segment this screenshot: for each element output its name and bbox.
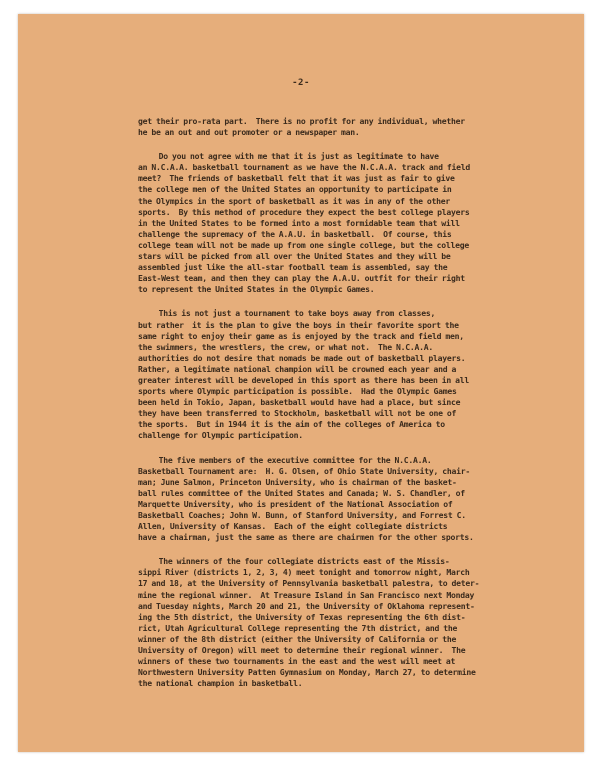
text-line: the Olympics in the sport of basketball as it was in any of the other bbox=[138, 195, 450, 206]
paragraph bbox=[138, 556, 538, 689]
text-line: winners of these two tournaments in the east and the west will meet at bbox=[138, 656, 456, 667]
text-line: to represent the United States in the Olympic Games. bbox=[138, 284, 375, 295]
text-line: man; June Salmon, Princeton University, who is chairman of the basket- bbox=[138, 476, 457, 487]
text-line: challenge for Olympic participation. bbox=[138, 430, 303, 441]
text-line: ball rules committee of the United States and Canada; W. S. Chandler, of bbox=[138, 487, 465, 498]
text-line: get their pro-rata part. There is no profit for any individual, whether bbox=[138, 116, 465, 126]
paragraph bbox=[138, 151, 538, 295]
text-line: they have been transferred to Stockholm, basketball will not be one of bbox=[138, 408, 457, 419]
text-line: the national champion in basketball. bbox=[138, 678, 303, 689]
page-number: -2- bbox=[292, 78, 310, 88]
text-line: same right to enjoy their game as is enjoyed by the track and field men, bbox=[138, 330, 464, 341]
text-line: and Tuesday nights, March 20 and 21, the University of Oklahoma represent- bbox=[138, 600, 475, 611]
body-text bbox=[138, 116, 538, 702]
text-line: challenge the supremacy of the A.A.U. in basketball. Of course, this bbox=[138, 228, 452, 239]
text-line: assembled just like the all-star football team is assembled, say the bbox=[138, 262, 448, 273]
text-line: Northwestern University Patten Gymnasium on Monday, March 27, to determine bbox=[138, 667, 476, 678]
text-line: sippi River (districts 1, 2, 3, 4) meet tonight and tomorrow night, March bbox=[138, 567, 470, 578]
text-line: Allen, University of Kansas. Each of the eight collegiate districts bbox=[138, 521, 448, 532]
text-line: but rather it is the plan to give the boys in their favorite sport the bbox=[138, 319, 459, 330]
text-line: rict, Utah Agricultural College representing the 7th district, and the bbox=[138, 622, 458, 633]
text-line: stars will be picked from all over the United States and they will be bbox=[138, 251, 451, 262]
paragraph bbox=[138, 455, 538, 544]
paragraph bbox=[138, 116, 538, 138]
text-line: authorities do not desire that nomads be made out of basketball players. bbox=[138, 352, 466, 363]
text-line: winner of the 8th district (either the University of California or the bbox=[138, 633, 457, 644]
text-line: sports. By this method of procedure they expect the best college players bbox=[138, 206, 470, 217]
text-line: greater interest will be developed in this sport as there has been in all bbox=[138, 374, 469, 385]
text-line: Rather, a legitimate national champion will be crowned each year and a bbox=[138, 363, 457, 374]
text-line: meet? The friends of basketball felt that it was just as fair to give bbox=[138, 173, 455, 184]
text-line: the swimmers, the wrestlers, the crew, or what not. The N.C.A.A. bbox=[138, 341, 433, 352]
text-line: the sports. But in 1944 it is the aim of the colleges of America to bbox=[138, 419, 445, 430]
text-line: in the United States to be formed into a most formidable team that will bbox=[138, 217, 460, 228]
text-line: This is not just a tournament to take boys away from classes, bbox=[138, 308, 436, 319]
text-line: have a chairman, just the same as there are chairmen for the other sports. bbox=[138, 532, 474, 543]
text-line: Do you not agree with me that it is just as legitimate to have bbox=[138, 151, 439, 162]
text-line: Marquette University, who is president of the National Association of bbox=[138, 498, 453, 509]
document-page bbox=[18, 14, 584, 752]
text-line: University of Oregon) will meet to determine their regional winner. The bbox=[138, 645, 466, 656]
paragraph bbox=[138, 308, 538, 441]
text-line: the college men of the United States an opportunity to participate in bbox=[138, 184, 452, 195]
text-line: Basketball Coaches; John W. Bunn, of Stanford University, and Forrest C. bbox=[138, 510, 466, 520]
text-line: Basketball Tournament are: H. G. Olsen, of Ohio State University, chair- bbox=[138, 465, 470, 476]
text-line: he be an out and out promoter or a newspaper man. bbox=[138, 127, 360, 138]
text-line: 17 and 18, at the University of Pennsylvania basketball palestra, to deter- bbox=[138, 578, 480, 589]
text-line: sports where Olympic participation is possible. Had the Olympic Games bbox=[138, 386, 457, 397]
text-line: The five members of the executive committee for the N.C.A.A. bbox=[138, 454, 432, 465]
text-line: East-West team, and then they can play the A.A.U. outfit for their right bbox=[138, 273, 465, 284]
text-line: an N.C.A.A. basketball tournament as we have the N.C.A.A. track and field bbox=[138, 162, 470, 173]
text-line: ing the 5th district, the University of Texas representing the 6th dist- bbox=[138, 611, 466, 622]
text-line: The winners of the four collegiate districts east of the Missis- bbox=[138, 556, 450, 567]
text-line: college team will not be made up from one single college, but the college bbox=[138, 239, 469, 250]
text-line: mine the regional winner. At Treasure Island in San Francisco next Monday bbox=[138, 589, 475, 600]
text-line: been held in Tokio, Japan, basketball would have had a place, but since bbox=[138, 397, 461, 408]
